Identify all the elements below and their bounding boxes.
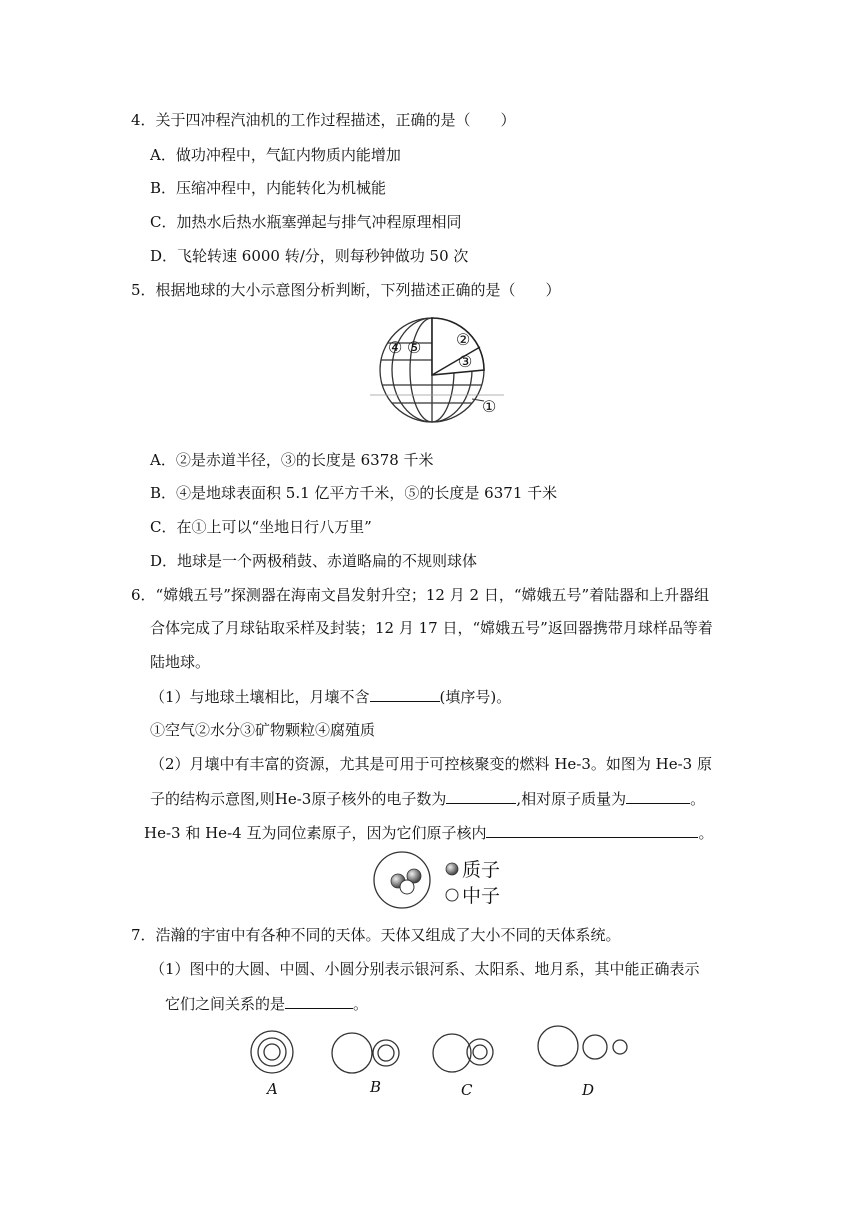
option-c-circles bbox=[433, 1034, 493, 1072]
q5-option-d: D．地球是一个两极稍鼓、赤道略扁的不规则球体 bbox=[150, 552, 478, 570]
q6-stem-line-1: 6．“嫦娥五号”探测器在海南文昌发射升空；12 月 2 日，“嫦娥五号”着陆器和上升器组 bbox=[131, 586, 710, 604]
option-b-circles bbox=[332, 1033, 399, 1073]
q4-option-d: D．飞轮转速 6000 转/分，则每秒钟做功 50 次 bbox=[150, 247, 469, 265]
option-b-label: B bbox=[370, 1078, 382, 1096]
q7-part1-text-a: 它们之间关系的是 bbox=[165, 995, 286, 1013]
q6-part2-text-d: He-3 和 He-4 互为同位素原子，因为它们原子核内 bbox=[144, 824, 487, 842]
q7-stem: 7．浩瀚的宇宙中有各种不同的天体。天体又组成了大小不同的天体系统。 bbox=[131, 926, 621, 944]
neutron-1 bbox=[400, 880, 414, 894]
q7-part1-text-b: 。 bbox=[353, 995, 369, 1013]
q6-part1 bbox=[150, 686, 511, 707]
earth-size-figure bbox=[370, 315, 510, 425]
q6-part2-text-c: 。 bbox=[690, 790, 706, 808]
q6-part1-prefix: （1）与地球土壤相比，月壤不含 bbox=[150, 688, 370, 706]
option-d-label: D bbox=[582, 1081, 595, 1099]
q6-part1-suffix: (填序号)。 bbox=[439, 688, 512, 706]
q7-part1-line-1: （1）图中的大圆、中圆、小圆分别表示银河系、太阳系、地月系，其中能正确表示 bbox=[150, 960, 700, 978]
option-a-label: A bbox=[267, 1080, 278, 1098]
figure-label-5: ⑤ bbox=[407, 338, 422, 357]
q5-option-a: A．②是赤道半径，③的长度是 6378 千米 bbox=[150, 451, 434, 469]
celestial-systems-figure bbox=[240, 1020, 640, 1102]
q6-part2-text-b: ,相对原子质量为 bbox=[516, 790, 627, 808]
q6-part2-line-3 bbox=[144, 822, 713, 843]
q6-part1-choices: ①空气②水分③矿物颗粒④腐殖质 bbox=[150, 721, 376, 739]
proton-legend-label: 质子 bbox=[462, 859, 501, 881]
q5-stem: 5．根据地球的大小示意图分析判断，下列描述正确的是（ ） bbox=[131, 281, 561, 299]
q6-part2-line-2 bbox=[150, 788, 705, 809]
q4-option-a: A．做功冲程中，气缸内物质内能增加 bbox=[150, 146, 401, 164]
q6-atomic-mass-blank[interactable] bbox=[626, 788, 690, 804]
q6-stem-line-2: 合体完成了月球钻取采样及封装；12 月 17 日，“嫦娥五号”返回器携带月球样品等着 bbox=[150, 619, 713, 637]
he3-atom-figure bbox=[372, 850, 512, 910]
q7-answer-blank[interactable] bbox=[285, 993, 353, 1009]
figure-label-2: ② bbox=[456, 330, 471, 349]
figure-label-3: ③ bbox=[458, 352, 473, 371]
q6-part2-text-e: 。 bbox=[698, 824, 714, 842]
q5-option-c: C．在①上可以“坐地日行八万里” bbox=[150, 518, 372, 536]
option-d-circles bbox=[538, 1026, 627, 1066]
q6-part2-text-a: 子的结构示意图,则He-3原子核外的电子数为 bbox=[150, 790, 447, 808]
figure-label-1: ① bbox=[482, 397, 497, 416]
option-c-label: C bbox=[461, 1081, 473, 1099]
q7-part1-line-2 bbox=[165, 993, 368, 1014]
proton-legend-swatch bbox=[446, 863, 458, 875]
q4-stem: 4．关于四冲程汽油机的工作过程描述，正确的是（ ） bbox=[131, 111, 516, 129]
option-a-circles bbox=[251, 1031, 293, 1073]
q6-part1-answer-blank[interactable] bbox=[370, 686, 440, 702]
neutron-legend-swatch bbox=[446, 889, 458, 901]
q6-isotope-reason-blank[interactable] bbox=[486, 822, 698, 838]
neutron-legend-label: 中子 bbox=[462, 885, 501, 907]
q5-option-b: B．④是地球表面积 5.1 亿平方千米，⑤的长度是 6371 千米 bbox=[150, 484, 558, 502]
q4-option-b: B．压缩冲程中，内能转化为机械能 bbox=[150, 179, 387, 197]
q4-option-c: C．加热水后热水瓶塞弹起与排气冲程原理相同 bbox=[150, 213, 462, 231]
q6-stem-line-3: 陆地球。 bbox=[150, 653, 211, 671]
q6-part2-line-1: （2）月壤中有丰富的资源，尤其是可用于可控核聚变的燃料 He-3。如图为 He-3 原 bbox=[150, 755, 712, 773]
q6-electron-count-blank[interactable] bbox=[446, 788, 516, 804]
figure-label-4: ④ bbox=[388, 338, 403, 357]
